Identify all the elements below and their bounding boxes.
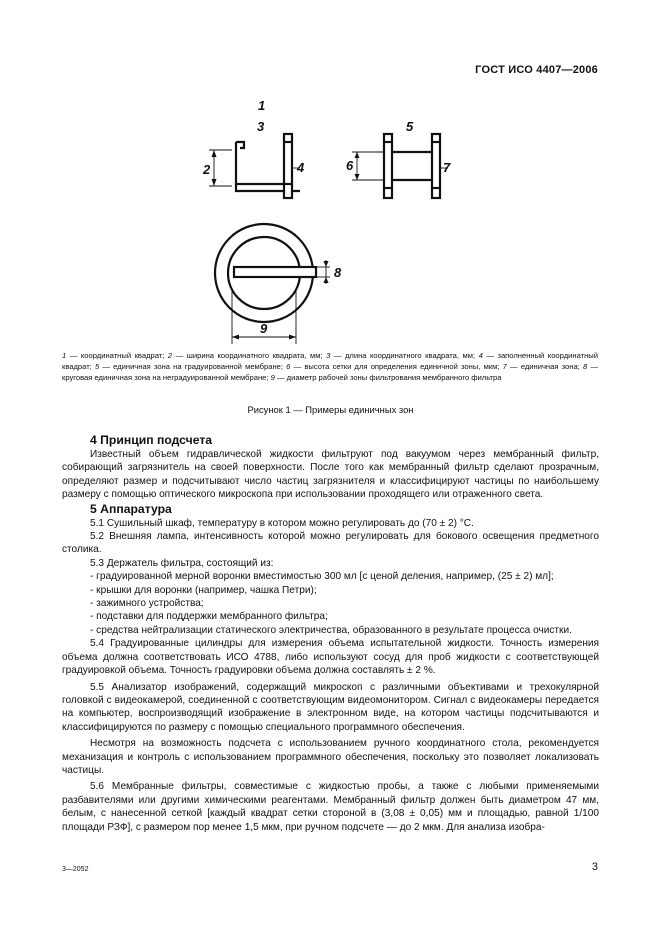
circular-unit-zone-strip — [234, 267, 316, 277]
section-4-text: Известный объем гидравлической жидкости фильтруют под вакуумом через мембранный фильтр, собирающий загрязнитель на своей поверхности. После того как мембранный фильтр сделают прозрачным, определяют размер и подсчитывают число частиц загрязнителя и классифицируют частицы по наибольшему размеру с помощью оптического микроскопа при использовании проходящего или отраженного света. — [62, 449, 599, 501]
page-number: 3 — [591, 861, 598, 873]
label-7: 7 — [443, 160, 451, 175]
section-4-heading: 4 Принцип подсчета — [90, 433, 213, 447]
label-1: 1 — [258, 98, 266, 113]
filled-square-bar — [284, 134, 292, 198]
label-2: 2 — [203, 162, 211, 177]
list-item: - градуированной мерной воронки вместимостью 300 мл [с ценой деления, например, (25 ± 2) мл]; — [90, 571, 554, 583]
label-9: 9 — [260, 321, 268, 336]
label-5: 5 — [406, 119, 414, 134]
paragraph-5-1: 5.1 Сушильный шкаф, температуру в котором можно регулировать до (70 ± 2) °С. — [90, 517, 474, 529]
document-body — [62, 433, 599, 834]
print-code: 3—2052 — [62, 866, 89, 873]
paragraph-5-5-note: Несмотря на возможность подсчета с использованием ручного координатного стола, рекомендуется механизация и контроль с использованием программного обеспечения, поскольку это позволяет локализовать частицы. — [62, 738, 599, 776]
label-8: 8 — [334, 265, 342, 280]
section-5-heading: 5 Аппаратура — [90, 501, 172, 516]
paragraph-5-6: 5.6 Мембранные фильтры, совместимые с жидкостью пробы, а также с любыми применяемыми разбавителями или другими химическими реагентами. Мембранный фильтр должен быть диаметром 47 мм, белым, с нанесенной сеткой [каждый квадрат сетки стороной в (3,08 ± 0,05) мм и площадью, равной 1/100 площади РЗФ], с размером пор менее 1,5 мкм, при ручном подсчете — до 2 мкм. Для анализа изобра- — [62, 781, 599, 833]
paragraph-5-4: 5.4 Градуированные цилиндры для измерения объема испытательной жидкости. Точность измерения объема должна соответствовать ИСО 4788, либо используют сосуд для проб жидкости с соответствующей градуировкой объема. Точность градуировки объема должна составлять ± 2 %. — [62, 638, 599, 677]
label-4: 4 — [297, 160, 305, 175]
paragraph-5-5: 5.5 Анализатор изображений, содержащий микроскоп с различными объективами и трехокулярной головкой с видеокамерой, соединенной с соответствующим видеомонитором. Сигнал с видеокамеры передается на компьютер, воспроизводящий изображение в электронном виде, на котором частицы подсчитываются и классифицируются по размеру с помощью специального программного обеспечения. — [62, 681, 599, 733]
list-item: - подставки для поддержки мембранного фильтра; — [90, 611, 328, 623]
figure-legend: 1 — координатный квадрат; 2 — ширина координатного квадрата, мм; 3 — длина координатного квадрата, мм; 4 — заполненный координатный квадрат; 5 — единичная зона на градуированной мембране; 6 — высота сетки для определения единичной зоны, мкм; 7 — единичная зона; 8 — круговая единичная зона на неградуированной мембране; 9 — диаметр рабочей зоны фильтрования мембранного фильтра — [62, 351, 599, 382]
paragraph-5-3: 5.3 Держатель фильтра, состоящий из: — [90, 557, 274, 569]
label-6: 6 — [346, 158, 354, 173]
list-item: - крышки для воронки (например, чашка Петри); — [90, 584, 317, 596]
label-3: 3 — [257, 119, 265, 134]
list-item: - средства нейтрализации статического электричества, образованного в результате процесса очистки. — [90, 624, 572, 636]
figure-1-diagram — [0, 90, 661, 350]
paragraph-5-2: 5.2 Внешняя лампа, интенсивность которой можно регулировать для бокового освещения предметного столика. — [62, 531, 599, 556]
figure-caption: Рисунок 1 — Примеры единичных зон — [247, 404, 414, 415]
standard-header: ГОСТ ИСО 4407—2006 — [475, 64, 598, 76]
coordinate-square-corner — [236, 142, 244, 148]
list-item: - зажимного устройства; — [90, 598, 204, 610]
